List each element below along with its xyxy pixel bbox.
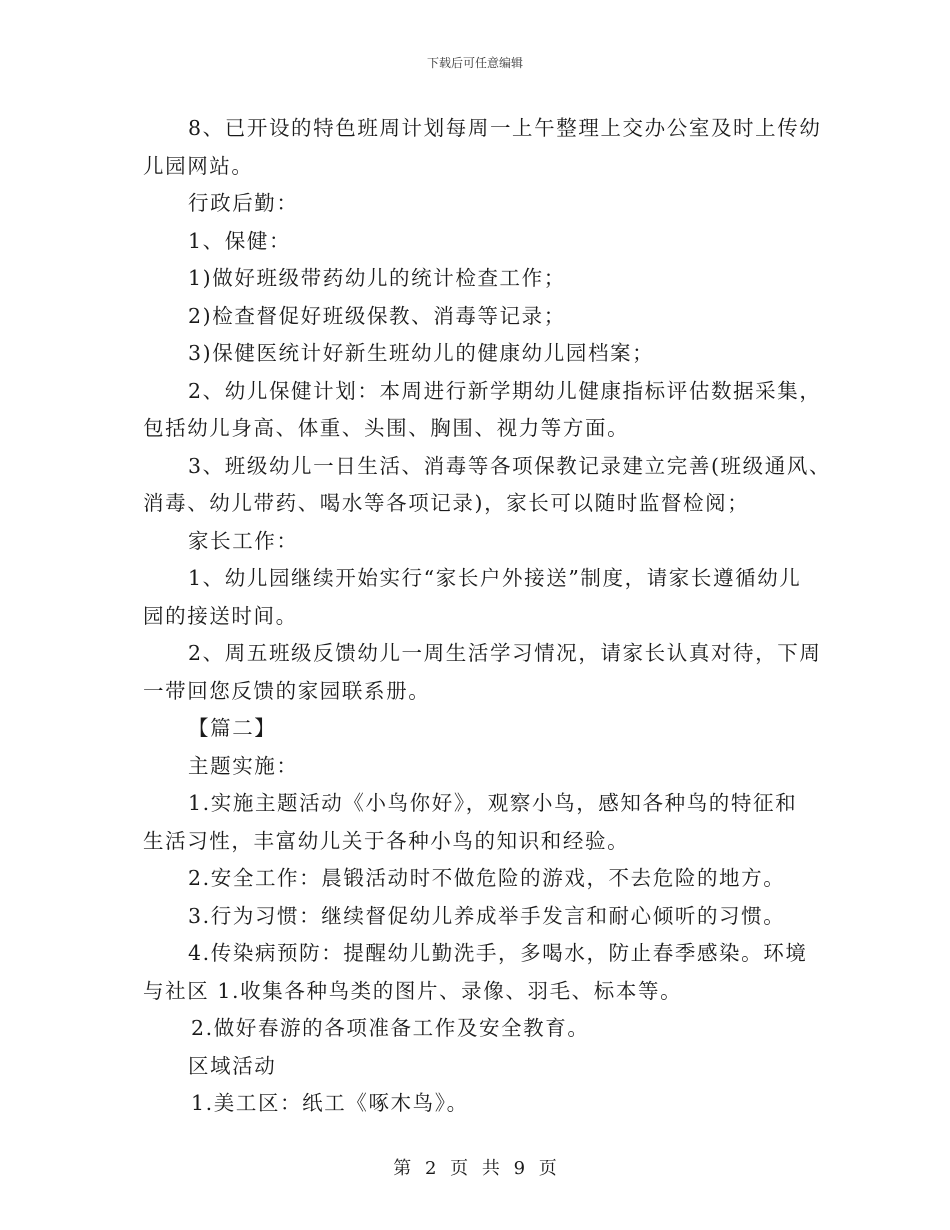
- paragraph-line: 生活习性，丰富幼儿关于各种小鸟的知识和经验。: [143, 828, 630, 853]
- page-footer: 第 2 页 共 9 页: [393, 1158, 557, 1179]
- paragraph-line: 儿园网站。: [143, 153, 254, 178]
- list-item: 2)检查督促好班级保教、消毒等记录；: [188, 303, 566, 328]
- paragraph-line: 1、幼儿园继续开始实行“家长户外接送”制度，请家长遵循幼儿: [188, 566, 802, 590]
- paragraph-line: 2.做好春游的各项准备工作及安全教育。: [191, 1016, 590, 1040]
- paragraph-line: 2、幼儿保健计划：本周进行新学期幼儿健康指标评估数据采集，: [188, 378, 822, 403]
- paragraph-line: 包括幼儿身高、体重、头围、胸围、视力等方面。: [143, 416, 630, 440]
- paragraph-line: 8、已开设的特色班周计划每周一上午整理上交办公室及时上传幼: [188, 116, 822, 140]
- paragraph-line: 1.实施主题活动《小鸟你好》，观察小鸟，感知各种鸟的特征和: [188, 791, 798, 815]
- paragraph-line: 4.传染病预防：提醒幼儿勤洗手，多喝水，防止春季感染。环境: [188, 941, 808, 965]
- paragraph-line: 园的接送时间。: [143, 603, 298, 628]
- paragraph-line: 一带回您反馈的家园联系册。: [143, 678, 431, 703]
- paragraph-line: 消毒、幼儿带药、喝水等各项记录)，家长可以随时监督检阅；: [143, 491, 750, 515]
- subsection-heading: 1、保健：: [188, 228, 292, 253]
- page-header: 下载后可任意编辑: [426, 56, 523, 70]
- paragraph-line: 2、周五班级反馈幼儿一周生活学习情况，请家长认真对待，下周: [188, 641, 822, 665]
- paragraph-line: 3、班级幼儿一日生活、消毒等各项保教记录建立完善(班级通风、: [188, 453, 832, 478]
- section-heading: 行政后勤：: [188, 191, 299, 215]
- section-heading: 主题实施：: [188, 753, 299, 778]
- paragraph-line: 与社区 1.收集各种鸟类的图片、录像、羽毛、标本等。: [143, 978, 683, 1003]
- page-body: [143, 110, 832, 1123]
- section-heading: 区域活动: [188, 1053, 277, 1078]
- list-item: 1)做好班级带药幼儿的统计检查工作；: [188, 266, 566, 290]
- section-heading: 家长工作：: [188, 528, 299, 553]
- list-item: 3)保健医统计好新生班幼儿的健康幼儿园档案；: [188, 341, 655, 365]
- paragraph-line: 2.安全工作：晨锻活动时不做危险的游戏，不去危险的地方。: [188, 866, 786, 890]
- paragraph-line: 3.行为习惯：继续督促幼儿养成举手发言和耐心倾听的习惯。: [188, 903, 786, 928]
- section-title: 【篇二】: [188, 716, 277, 740]
- list-item: 1.美工区：纸工《啄木鸟》。: [191, 1091, 469, 1115]
